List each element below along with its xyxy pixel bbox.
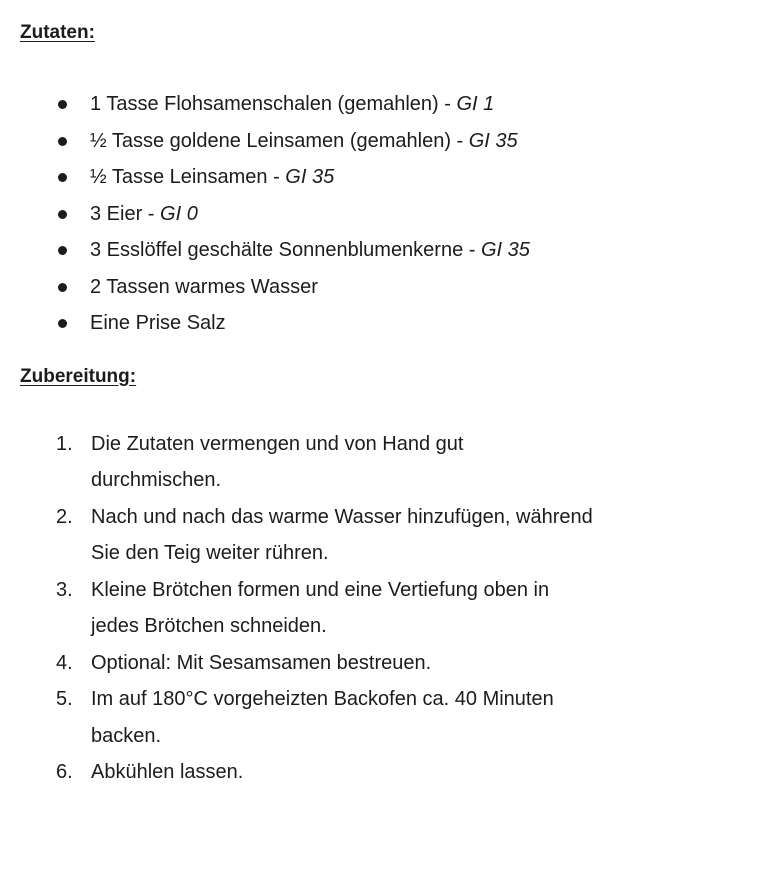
step-text-line1: Im auf 180°C vorgeheizten Backofen ca. 40 Minuten: [91, 688, 554, 710]
glycemic-index: GI 35: [481, 239, 530, 261]
ingredient-text: 1 Tasse Flohsamenschalen (gemahlen) -: [90, 93, 457, 115]
preparation-heading: Zubereitung:: [20, 365, 137, 387]
step-number: 6.: [56, 761, 73, 783]
bullet-icon: [58, 246, 67, 255]
step-text-line1: Nach und nach das warme Wasser hinzufügen, während: [91, 505, 593, 528]
list-item: [20, 681, 691, 754]
list-item: [20, 232, 740, 269]
ingredient-text: ½ Tasse Leinsamen -: [90, 166, 286, 188]
step-text-line2: Sie den Teig weiter rühren.: [91, 542, 329, 564]
step-text-line2: durchmischen.: [91, 469, 222, 491]
list-item: [20, 645, 691, 682]
glycemic-index: GI 35: [468, 129, 518, 152]
list-item: [20, 123, 740, 160]
preparation-steps: [20, 426, 740, 791]
bullet-icon: [58, 137, 67, 146]
list-item: [20, 754, 691, 791]
step-text-line1: Die Zutaten vermengen und von Hand gut: [91, 432, 464, 455]
list-item: [20, 426, 691, 499]
ingredients-list: [20, 86, 740, 342]
step-number: 5.: [56, 688, 73, 710]
glycemic-index: GI 0: [160, 202, 198, 225]
step-text-line2: jedes Brötchen schneiden.: [91, 615, 327, 637]
list-item: [20, 196, 740, 233]
glycemic-index: GI 35: [285, 166, 335, 188]
bullet-icon: [58, 319, 67, 328]
step-text-line1: Optional: Mit Sesamsamen bestreuen.: [91, 651, 432, 674]
ingredient-text: ½ Tasse goldene Leinsamen (gemahlen) -: [90, 129, 469, 152]
step-text-line1: Abkühlen lassen.: [91, 761, 244, 783]
list-item: [20, 159, 740, 196]
step-text-line2: backen.: [91, 724, 162, 747]
list-item: [20, 572, 691, 645]
ingredient-text: Eine Prise Salz: [90, 312, 226, 334]
ingredients-heading: Zutaten:: [20, 22, 95, 43]
list-item: [20, 305, 740, 342]
ingredient-text: 3 Esslöffel geschälte Sonnenblumenkerne -: [90, 239, 481, 261]
step-number: 1.: [56, 432, 73, 455]
step-text-line1: Kleine Brötchen formen und eine Vertiefung oben in: [91, 578, 550, 601]
bullet-icon: [58, 210, 67, 219]
bullet-icon: [58, 173, 67, 182]
list-item: [20, 86, 740, 123]
ingredient-text: 2 Tassen warmes Wasser: [90, 275, 318, 298]
step-number: 2.: [56, 505, 73, 528]
list-item: [20, 499, 691, 572]
step-number: 3.: [56, 578, 73, 601]
glycemic-index: GI 1: [456, 93, 495, 115]
bullet-icon: [58, 100, 67, 109]
bullet-icon: [58, 283, 67, 292]
step-number: 4.: [56, 651, 73, 674]
ingredient-text: 3 Eier -: [90, 202, 161, 225]
list-item: [20, 269, 740, 306]
